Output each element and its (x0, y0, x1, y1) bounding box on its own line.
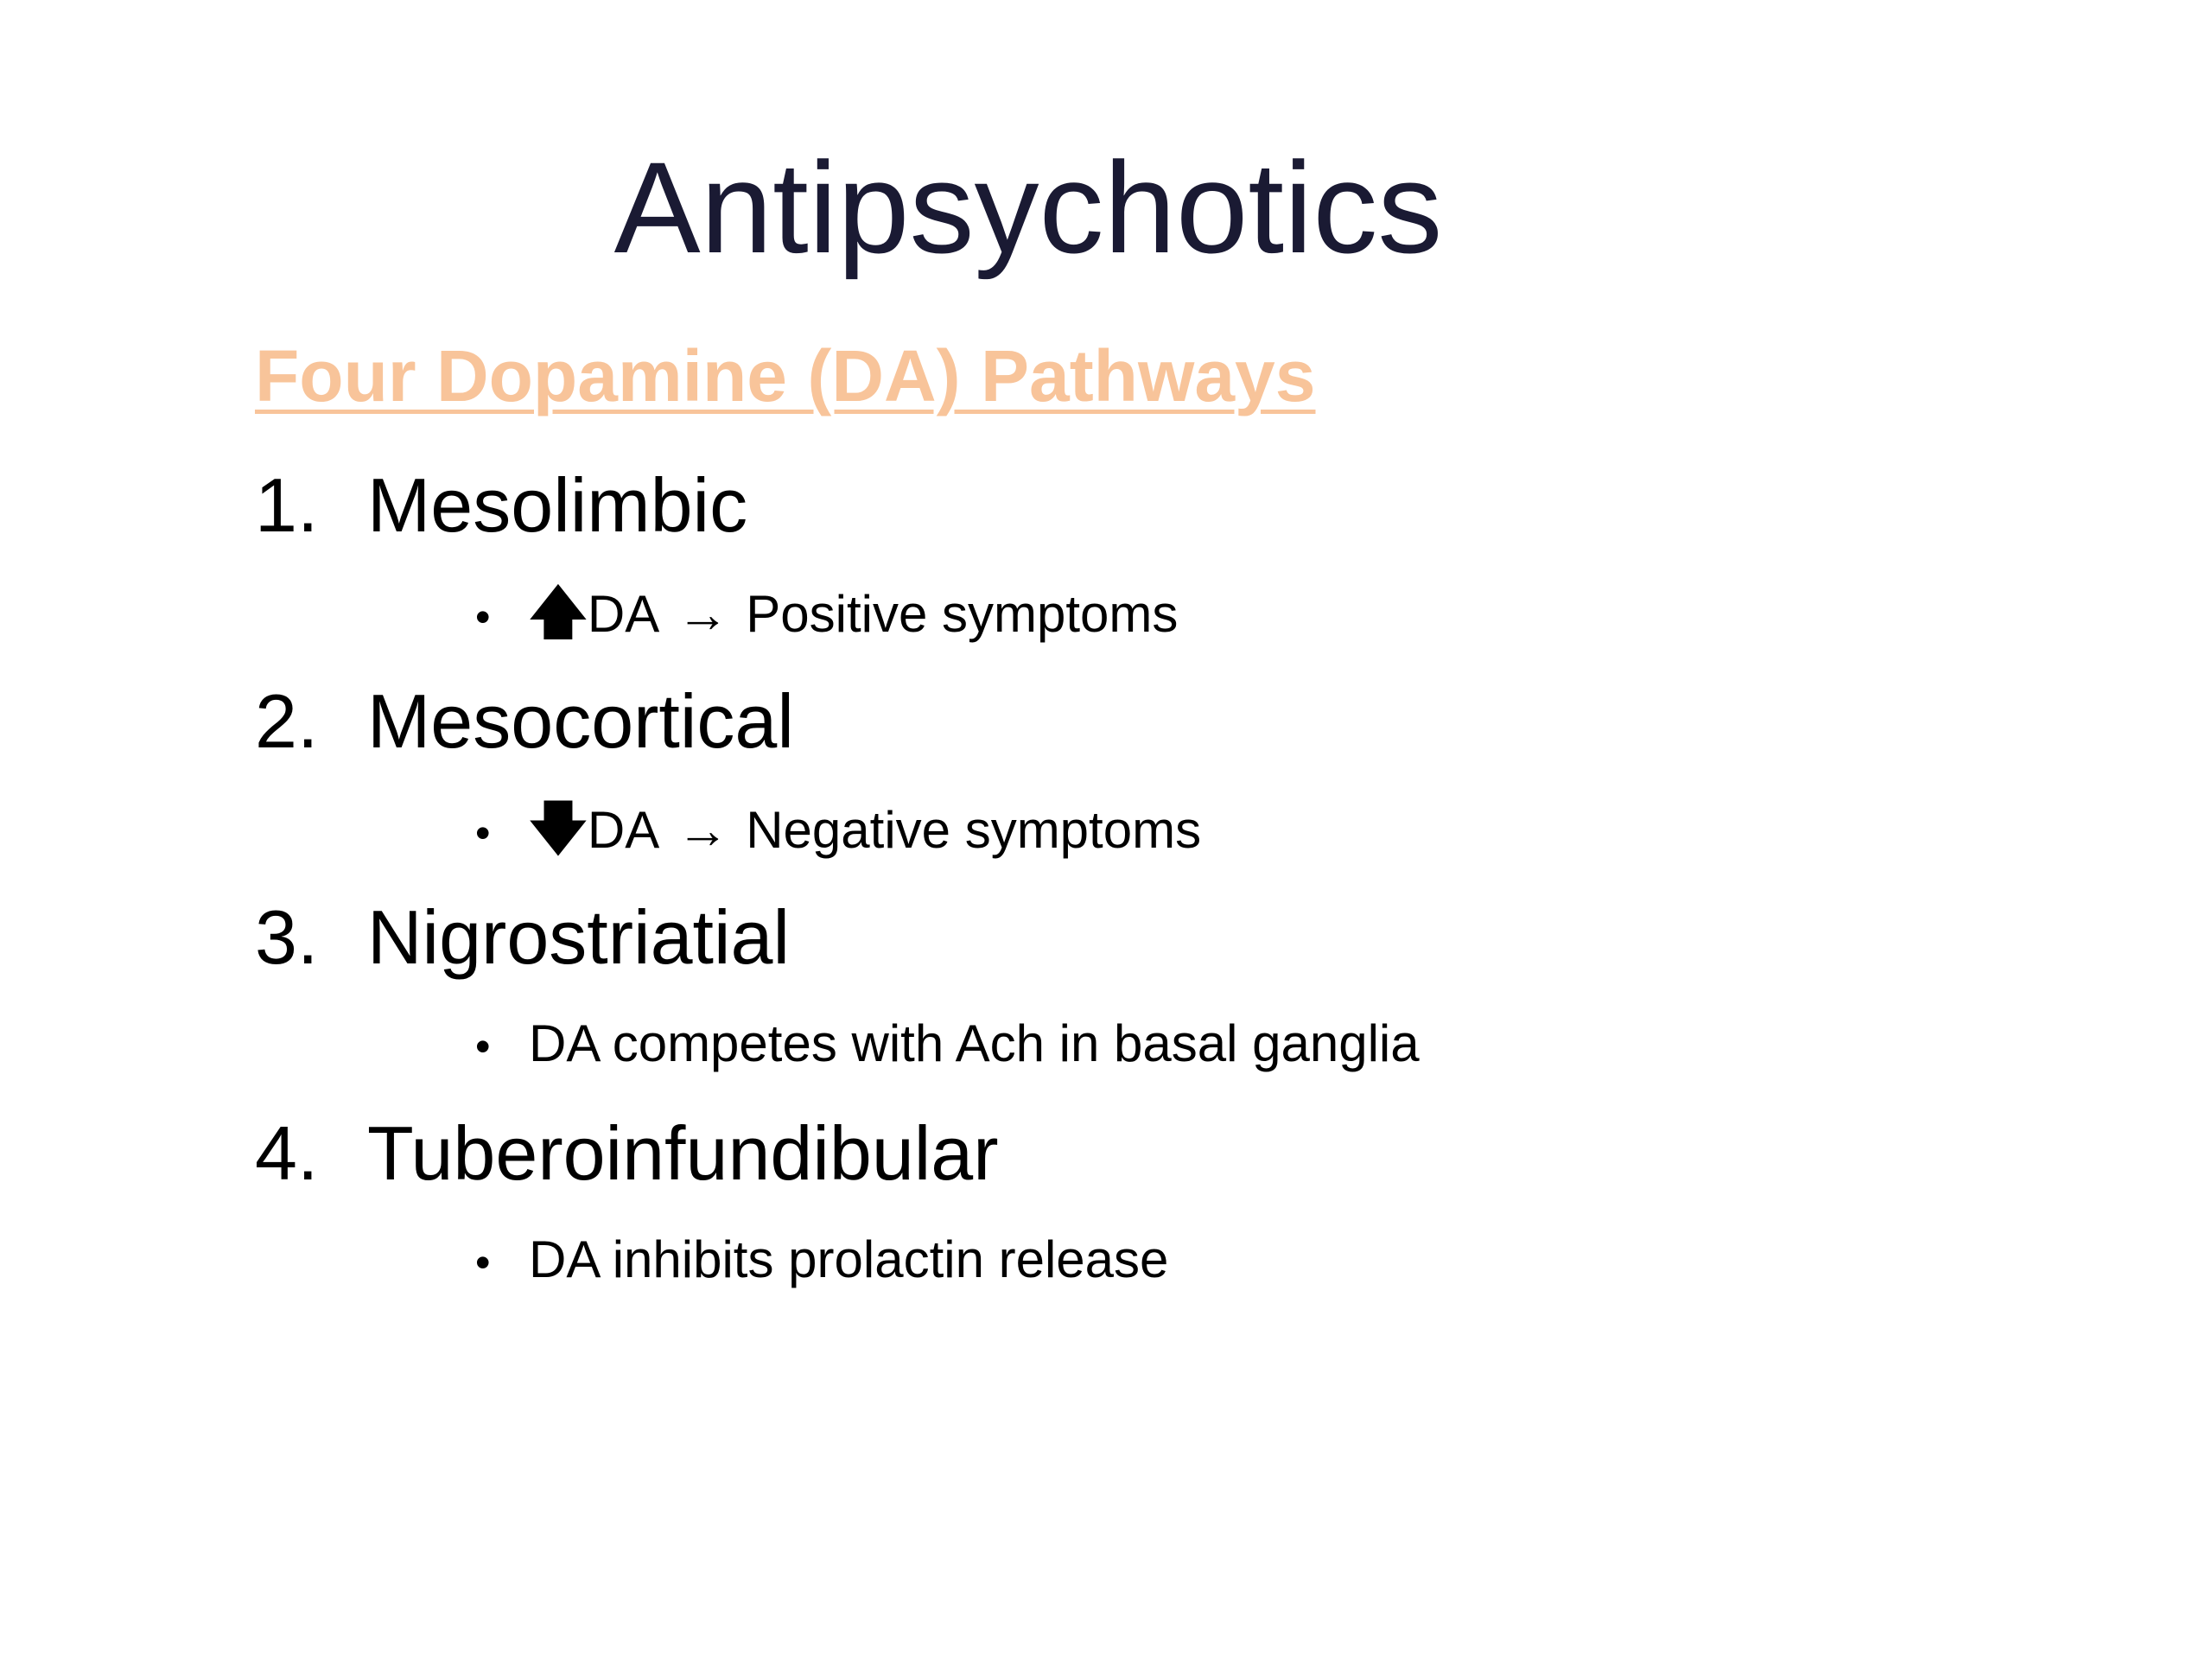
up-arrow-icon: 🡅 (529, 580, 588, 644)
bullet-subject: DA (587, 585, 660, 643)
pathway-4-bullet (475, 1225, 1168, 1297)
down-arrow-icon: 🡇 (529, 796, 588, 860)
pathway-1-bullet (475, 577, 1178, 652)
pathway-item-1 (255, 458, 747, 553)
pathway-name: Tuberoinfundibular (367, 1110, 999, 1196)
pathway-number: 3. (255, 894, 319, 980)
pathway-name: Nigrostriatial (367, 894, 791, 980)
pathway-3-bullet (475, 1009, 1420, 1081)
slide-title: Antipsychotics (613, 135, 1443, 280)
pathway-item-3 (255, 890, 790, 985)
pathway-number: 2. (255, 678, 319, 764)
bullet-text: Positive symptoms (746, 585, 1179, 643)
pathway-2-bullet (475, 793, 1201, 868)
bullet-dot: • (475, 809, 491, 857)
bullet-text: Negative symptoms (746, 801, 1202, 859)
bullet-text: DA inhibits prolactin release (529, 1230, 1169, 1288)
pathway-item-4 (255, 1106, 999, 1201)
right-arrow-icon: → (677, 585, 729, 643)
bullet-subject: DA (587, 801, 660, 859)
slide-subtitle: Four Dopamine (DA) Pathways (255, 335, 1316, 416)
bullet-dot: • (475, 593, 491, 641)
right-arrow-icon: → (677, 801, 729, 859)
pathway-name: Mesocortical (367, 678, 794, 764)
pathway-name: Mesolimbic (367, 462, 748, 548)
bullet-dot: • (475, 1238, 491, 1287)
bullet-dot: • (475, 1022, 491, 1071)
pathway-item-2 (255, 674, 794, 769)
bullet-text: DA competes with Ach in basal ganglia (529, 1014, 1420, 1072)
pathway-number: 4. (255, 1110, 319, 1196)
pathway-number: 1. (255, 462, 319, 548)
